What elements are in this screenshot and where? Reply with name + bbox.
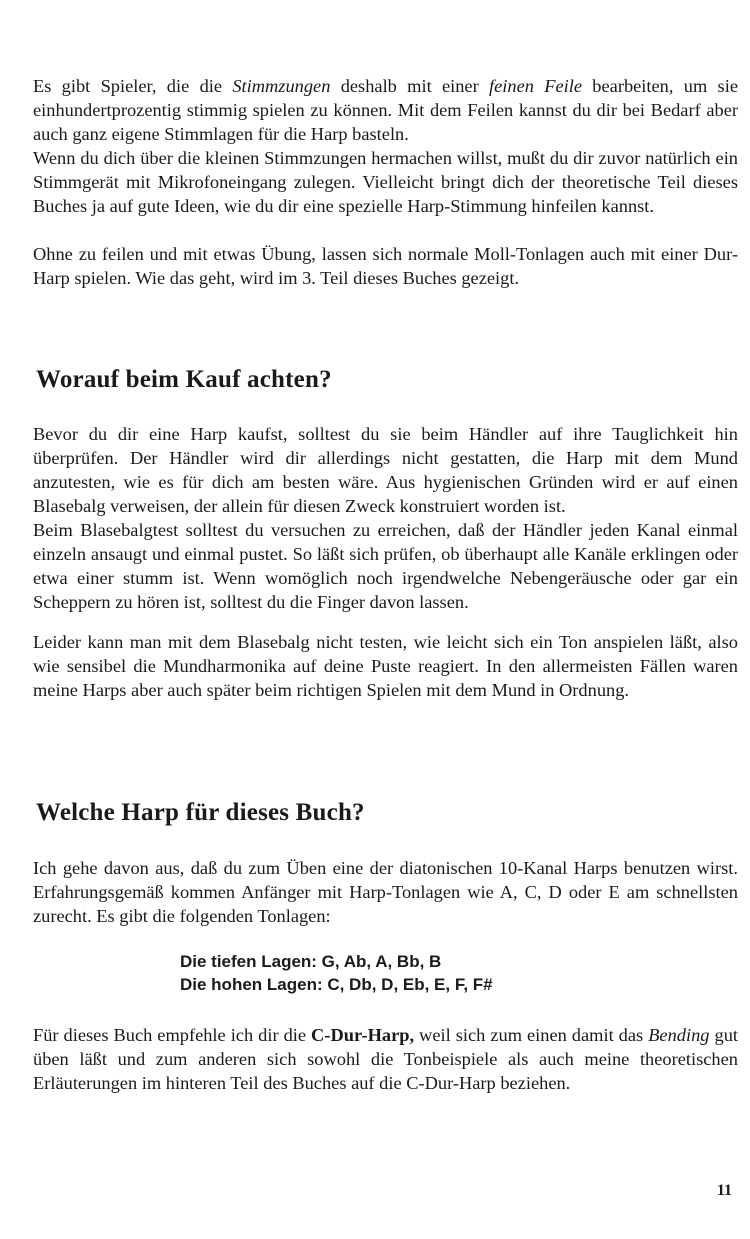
section-heading-kauf: Worauf beim Kauf achten?	[36, 366, 332, 393]
intro-p1-text-a: Es gibt Spieler, die die	[33, 76, 233, 96]
intro-paragraph-1	[33, 74, 738, 146]
keys-high-line: Die hohen Lagen: C, Db, D, Eb, E, F, F#	[180, 975, 493, 994]
section-heading-harp: Welche Harp für dieses Buch?	[36, 799, 365, 826]
intro-paragraph-3: Ohne zu feilen und mit etwas Übung, lassen sich normale Moll-Tonlagen auch mit einer Dur-Harp spielen. Wie das geht, wird im 3. Teil dieses Buches gezeigt.	[33, 244, 738, 288]
harp-p2-text-c: weil sich zum einen damit das	[414, 1025, 649, 1045]
harp-p2-emphasis-bending: Bending	[648, 1025, 710, 1045]
kauf-paragraph-1: Bevor du dir eine Harp kaufst, solltest du sie beim Händler auf ihre Tauglichkeit hin überprüfen. Der Händler wird dir allerdings nicht gestatten, die Harp mit dem Mund anzutesten, wie es für dich am besten wäre. Aus hygienischen Gründen wird er auf einen Blasebalg verweisen, der allein für diesen Zweck konstruiert worden ist.	[33, 424, 738, 516]
keys-low-line: Die tiefen Lagen: G, Ab, A, Bb, B	[180, 952, 442, 971]
harp-paragraph-1: Ich gehe davon aus, daß du zum Üben eine der diatonischen 10-Kanal Harps benutzen wirst. Erfahrungsgemäß kommen Anfänger mit Harp-Tonlagen wie A, C, D oder E am schnellsten zurecht. Es gibt die folgenden Tonlagen:	[33, 858, 738, 926]
harp-p2-text-d: gut üben läßt und zum anderen sich sowohl die Tonbeispiele als auch meine theoretischen Erläuterungen im hinteren Teil des Buches auf die C-Dur-Harp beziehen.	[33, 1025, 738, 1093]
intro-p1-emphasis-stimmzungen: Stimmzungen	[232, 76, 331, 96]
intro-p1-emphasis-feile: feinen Feile	[489, 76, 583, 96]
intro-p1-text-c: bearbeiten, um sie einhundertprozentig stimmig spielen zu können. Mit dem Feilen kannst du dir bei Bedarf aber auch ganz eigene Stimmlagen für die Harp basteln.	[33, 76, 738, 144]
harp-p2-bold-cdur: C-Dur-Harp,	[311, 1025, 415, 1045]
kauf-paragraph-3: Leider kann man mit dem Blasebalg nicht testen, wie leicht sich ein Ton anspielen läßt, also wie sensibel die Mundharmonika auf deine Puste reagiert. In den allermeisten Fällen waren meine Harps aber auch später beim richtigen Spielen mit dem Mund in Ordnung.	[33, 632, 738, 700]
intro-paragraph-2: Wenn du dich über die kleinen Stimmzungen hermachen willst, mußt du dir zuvor natürlich ein Stimmgerät mit Mikrofoneingang zulegen. Vielleicht bringt dich der theoretische Teil dieses Buches ja auf gute Ideen, wie du dir eine spezielle Harp-Stimmung hinfeilen kannst.	[33, 148, 738, 216]
kauf-paragraph-2: Beim Blasebalgtest solltest du versuchen zu erreichen, daß der Händler jeden Kanal einmal einzeln ansaugt und einmal pustet. So läßt sich prüfen, ob überhaupt alle Kanäle erklingen oder etwa einer stumm ist. Wenn womöglich noch irgendwelche Nebengeräusche oder gar ein Scheppern zu hören ist, solltest du die Finger davon lassen.	[33, 520, 738, 612]
page-number: 11	[716, 1182, 732, 1199]
harp-p2-text-a: Für dieses Buch empfehle ich dir die	[33, 1025, 312, 1045]
intro-p1-text-b: deshalb mit einer	[330, 76, 490, 96]
harp-paragraph-2	[33, 1023, 738, 1095]
